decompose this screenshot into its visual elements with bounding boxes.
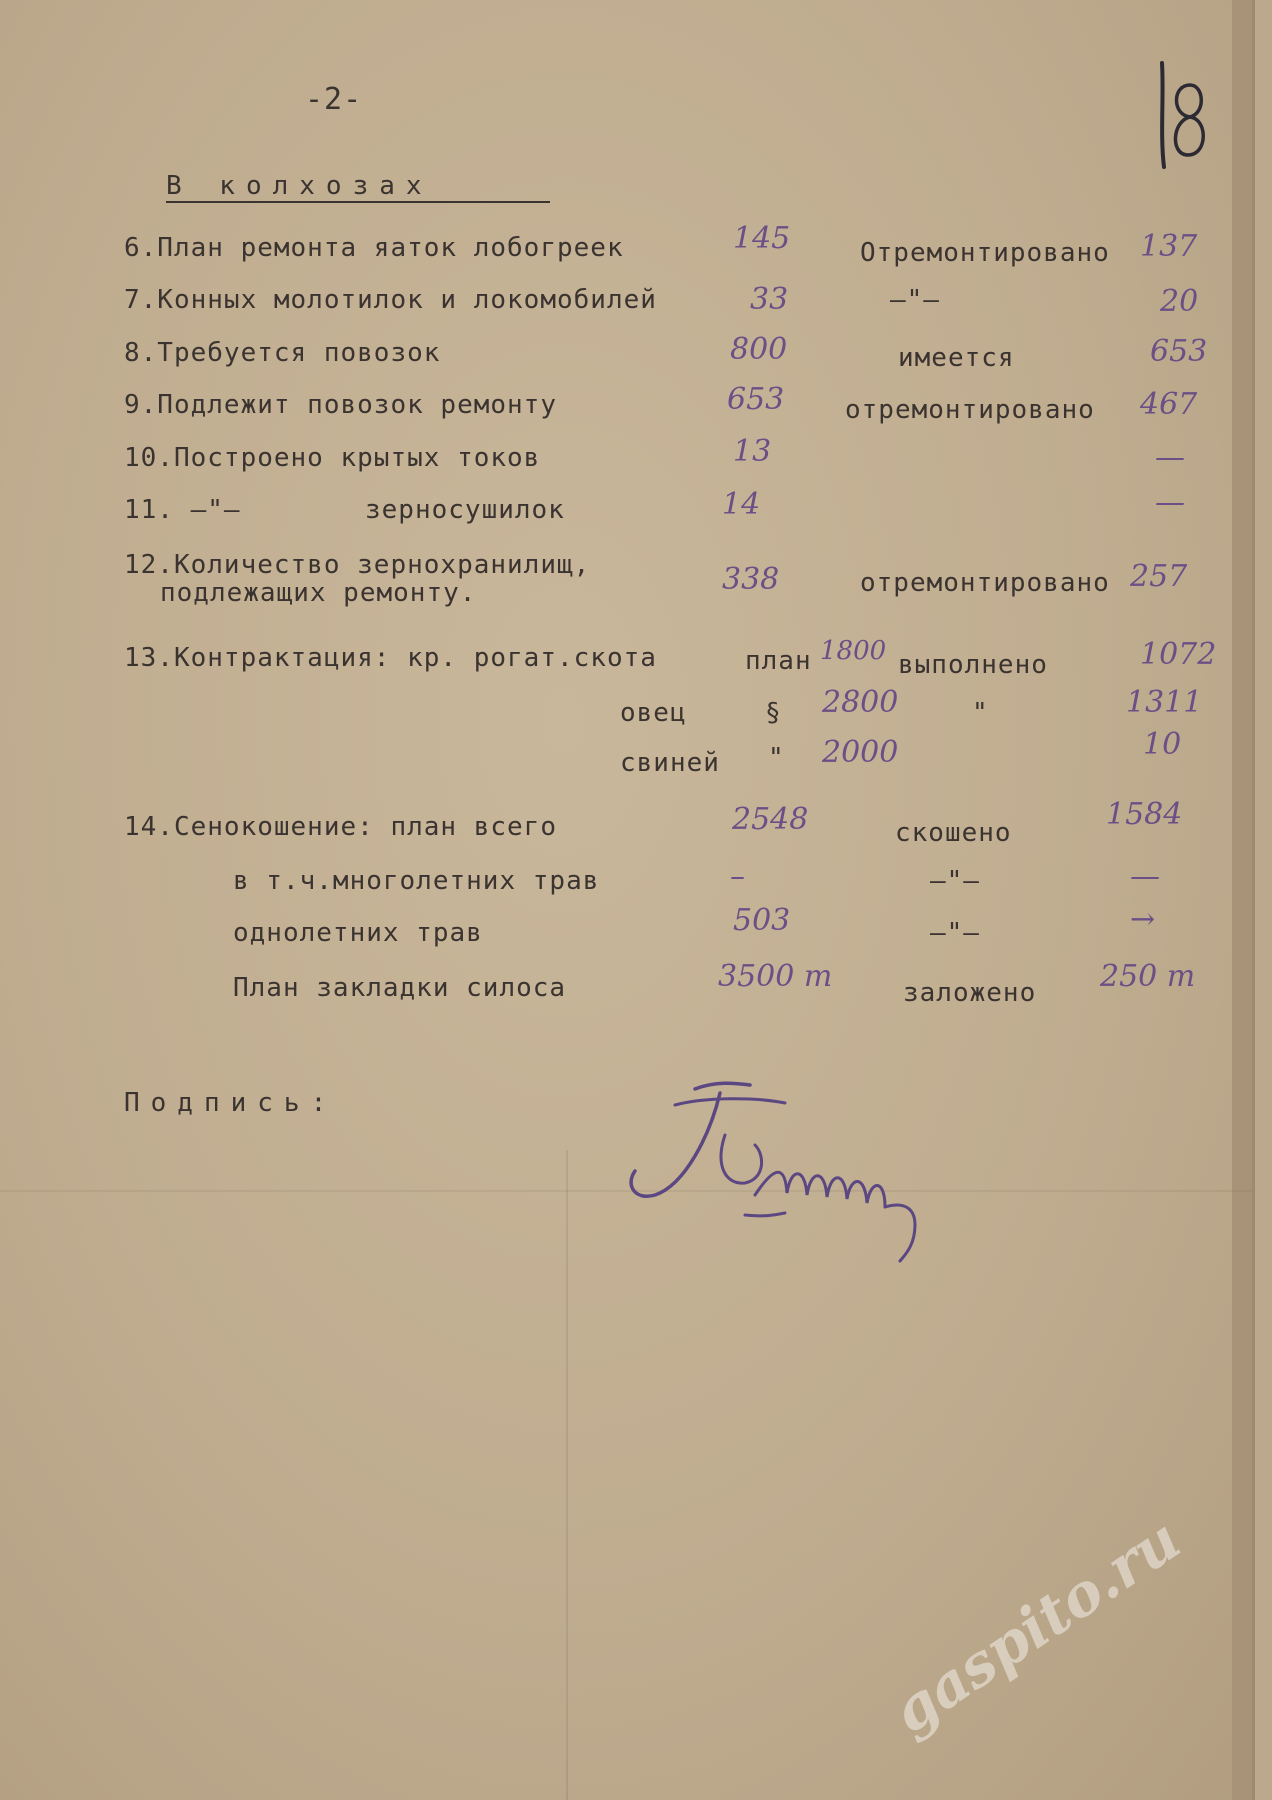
plan-value: 2548 — [732, 802, 809, 837]
plan-value: 800 — [730, 332, 788, 367]
done-value: 257 — [1130, 559, 1188, 594]
livestock-name: овец — [620, 698, 687, 728]
done-value: 1072 — [1140, 637, 1217, 672]
item-label-continued: зерносушилок — [365, 495, 565, 525]
done-value: 250 т — [1100, 959, 1196, 994]
ditto-mark: " — [768, 743, 785, 773]
item-label: 6.План ремонта яаток лобогреек — [124, 233, 624, 263]
plan-value: – — [730, 859, 745, 894]
item-label: 7.Конных молотилок и локомобилей — [124, 285, 657, 315]
item-label: однолетних трав — [233, 918, 483, 948]
item-label: План закладки силоса — [233, 973, 567, 1003]
item-label-continued: подлежащих ремонту. — [160, 578, 477, 608]
section-heading: В колхозах — [166, 171, 433, 201]
status-label: скошено — [895, 818, 1012, 848]
status-label: –"– — [890, 285, 940, 315]
plan-value: 653 — [727, 382, 785, 417]
done-word: выполнено — [898, 650, 1048, 680]
status-label: отремонтировано — [845, 395, 1095, 425]
done-value: — — [1155, 485, 1185, 520]
plan-value: 3500 т — [718, 959, 833, 994]
done-value: 1311 — [1126, 685, 1203, 720]
ditto-mark: § — [765, 698, 782, 728]
page-number: -2- — [305, 82, 363, 117]
plan-value: 1800 — [820, 636, 887, 666]
item-label: 9.Подлежит повозок ремонту — [124, 390, 557, 420]
item-label: 13.Контрактация: кр. рогат.скота — [124, 643, 657, 673]
plan-word: план — [745, 646, 812, 676]
done-value: 653 — [1150, 334, 1208, 369]
done-value: — — [1130, 859, 1160, 894]
plan-value: 503 — [733, 903, 791, 938]
done-value: 1584 — [1106, 797, 1183, 832]
plan-value: 2800 — [822, 685, 899, 720]
plan-value: 33 — [750, 282, 789, 317]
plan-value: 145 — [733, 221, 791, 256]
done-value: — — [1155, 440, 1185, 475]
item-label: 12.Количество зернохранилищ, — [124, 550, 591, 580]
page-edge — [1232, 0, 1252, 1800]
ditto-mark: " — [972, 698, 989, 728]
item-label: 14.Сенокошение: план всего — [124, 812, 557, 842]
corner-number — [1150, 55, 1210, 175]
item-label: в т.ч.многолетних трав — [233, 866, 600, 896]
done-value: 467 — [1140, 387, 1198, 422]
status-label: имеется — [898, 343, 1015, 373]
status-label: –"– — [930, 866, 980, 896]
status-label: отремонтировано — [860, 568, 1110, 598]
done-value: → — [1130, 902, 1156, 937]
plan-value: 13 — [733, 434, 772, 469]
status-label: Отремонтировано — [860, 238, 1110, 268]
watermark: gaspito.ru — [880, 1505, 1193, 1747]
handwritten-signature — [615, 1075, 995, 1275]
status-label: –"– — [930, 918, 980, 948]
livestock-name: свиней — [620, 748, 720, 778]
heading-underline — [166, 201, 550, 203]
signature-label: Подпись: — [124, 1088, 338, 1118]
item-label: 8.Требуется повозок — [124, 338, 441, 368]
done-value: 20 — [1160, 284, 1199, 319]
status-label: заложено — [903, 978, 1037, 1008]
item-label: 10.Построено крытых токов — [124, 443, 541, 473]
item-label: 11. –"– — [124, 495, 241, 525]
paper-crease — [566, 1150, 568, 1800]
plan-value: 14 — [722, 487, 761, 522]
plan-value: 2000 — [822, 735, 899, 770]
done-value: 137 — [1140, 229, 1198, 264]
done-value: 10 — [1143, 727, 1182, 762]
plan-value: 338 — [722, 562, 780, 597]
